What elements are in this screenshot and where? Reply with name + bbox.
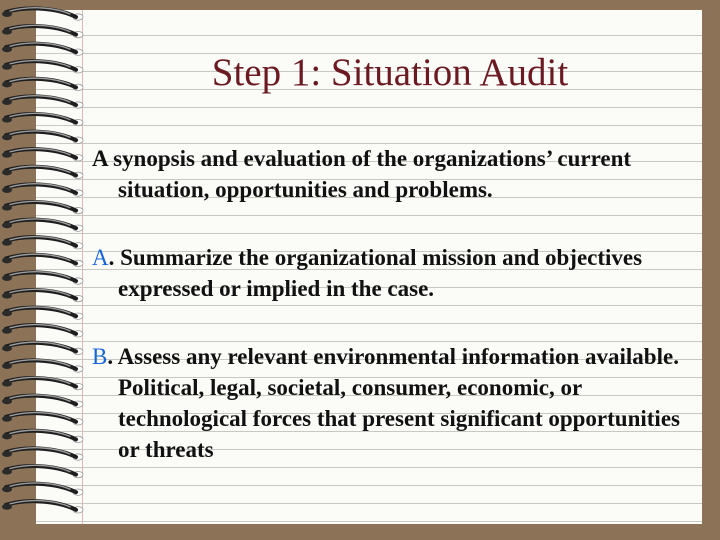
item-a-paragraph xyxy=(92,242,692,304)
spiral-ring-icon xyxy=(2,465,83,477)
spiral-ring-icon xyxy=(2,166,83,178)
item-b-paragraph xyxy=(92,341,692,465)
spiral-ring-icon xyxy=(2,113,83,125)
spiral-ring-icon xyxy=(2,96,83,108)
spiral-ring-icon xyxy=(2,131,83,143)
slide-body xyxy=(92,143,692,502)
spiral-binding xyxy=(0,0,100,540)
slide-title: Step 1: Situation Audit xyxy=(211,51,569,94)
paragraph-letter: B xyxy=(92,344,108,369)
spiral-ring-icon xyxy=(2,289,83,301)
spiral-ring-icon xyxy=(2,448,83,460)
spiral-ring-icon xyxy=(2,360,83,372)
spiral-ring-icon xyxy=(2,395,83,407)
spiral-ring-icon xyxy=(2,25,83,37)
spiral-ring-icon xyxy=(2,483,83,495)
spiral-ring-icon xyxy=(2,413,83,425)
spiral-ring-icon xyxy=(2,8,83,20)
spiral-ring-icon xyxy=(2,201,83,213)
spiral-ring-icon xyxy=(2,149,83,161)
paragraph-text: . Summarize the organizational mission and objectives expressed or implied in the case. xyxy=(108,245,643,301)
paragraph-text: A synopsis and evaluation of the organizations’ current situation, opportunities and problems. xyxy=(92,146,632,202)
spiral-ring-icon xyxy=(2,184,83,196)
paragraph-text: . Assess any relevant environmental information available. Political, legal, societal, consumer, economic, or technological forces that present significant opportunities or threats xyxy=(107,344,680,462)
spiral-ring-icon xyxy=(2,325,83,337)
paragraph-letter: A xyxy=(92,245,109,270)
spiral-ring-icon xyxy=(2,501,83,513)
spiral-ring-icon xyxy=(2,307,83,319)
spiral-ring-icon xyxy=(2,237,83,249)
spiral-ring-icon xyxy=(2,43,83,55)
spiral-ring-icon xyxy=(2,219,83,231)
spiral-ring-icon xyxy=(2,430,83,442)
spiral-ring-icon xyxy=(2,272,83,284)
spiral-ring-icon xyxy=(2,254,83,266)
spiral-ring-icon xyxy=(2,78,83,90)
spiral-ring-icon xyxy=(2,61,83,73)
spiral-ring-icon xyxy=(2,377,83,389)
intro-paragraph xyxy=(92,143,692,205)
spiral-ring-icon xyxy=(2,342,83,354)
